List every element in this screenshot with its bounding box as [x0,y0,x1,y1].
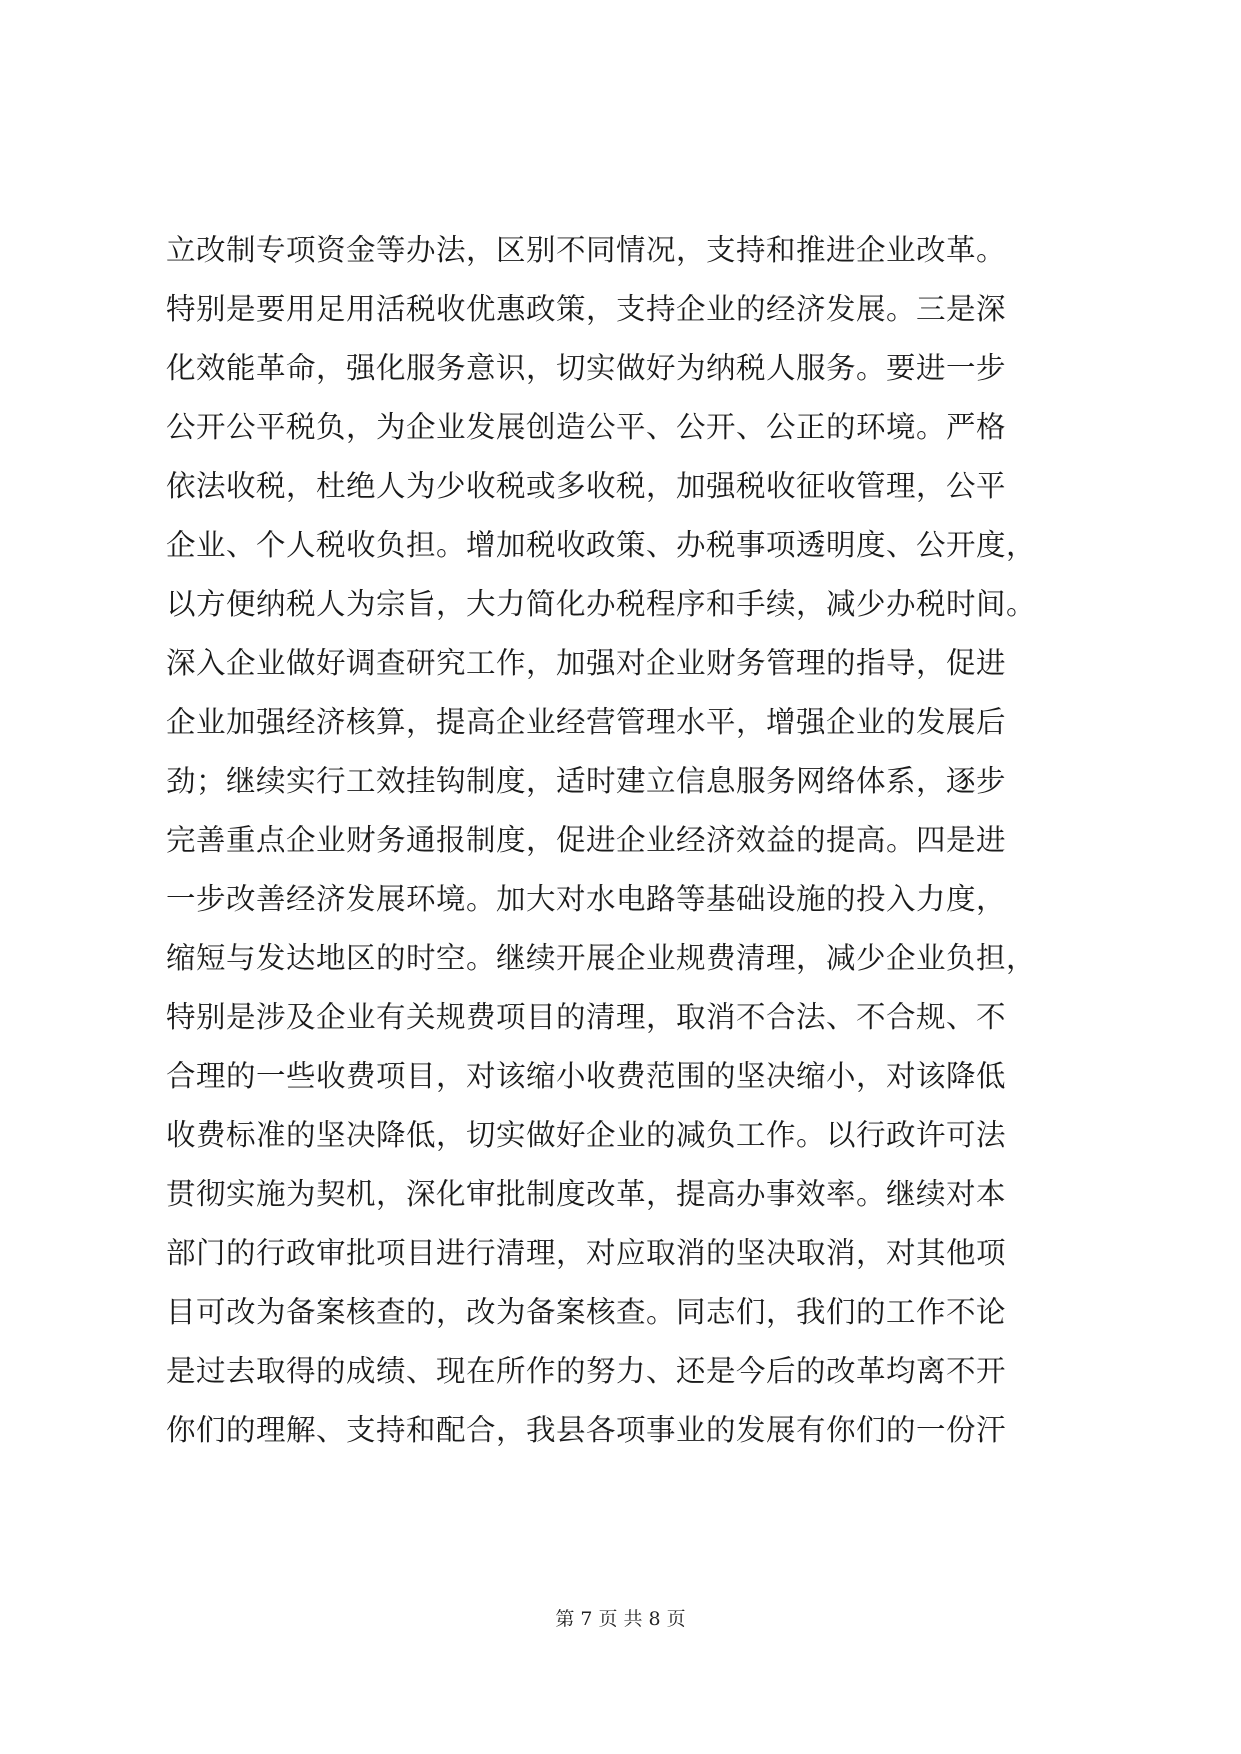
text-line: 你们的理解、支持和配合，我县各项事业的发展有你们的一份汗 [166,1413,1007,1447]
text-line: 深入企业做好调查研究工作，加强对企业财务管理的指导，促进 [166,646,1007,680]
text-line: 合理的一些收费项目，对该缩小收费范围的坚决缩小，对该降低 [166,1059,1007,1093]
text-line: 劲；继续实行工效挂钩制度，适时建立信息服务网络体系，逐步 [166,764,1007,798]
text-line: 是过去取得的成绩、现在所作的努力、还是今后的改革均离不开 [166,1354,1007,1388]
text-line: 完善重点企业财务通报制度，促进企业经济效益的提高。四是进 [166,823,1007,857]
text-line: 企业加强经济核算，提高企业经营管理水平，增强企业的发展后 [166,705,1007,739]
text-line: 部门的行政审批项目进行清理，对应取消的坚决取消，对其他项 [166,1236,1007,1270]
text-line: 收费标准的坚决降低，切实做好企业的减负工作。以行政许可法 [166,1118,1007,1152]
text-line: 以方便纳税人为宗旨，大力简化办税程序和手续，减少办税时间。 [166,587,1037,621]
text-line: 缩短与发达地区的时空。继续开展企业规费清理，减少企业负担， [166,941,1037,975]
text-line: 立改制专项资金等办法，区别不同情况，支持和推进企业改革。 [166,233,1007,267]
text-line: 贯彻实施为契机，深化审批制度改革，提高办事效率。继续对本 [166,1177,1007,1211]
text-line: 特别是涉及企业有关规费项目的清理，取消不合法、不合规、不 [166,1000,1007,1034]
text-line: 公开公平税负，为企业发展创造公平、公开、公正的环境。严格 [166,410,1007,444]
text-line: 特别是要用足用活税收优惠政策，支持企业的经济发展。三是深 [166,292,1007,326]
text-line: 化效能革命，强化服务意识，切实做好为纳税人服务。要进一步 [166,351,1007,385]
text-line: 一步改善经济发展环境。加大对水电路等基础设施的投入力度， [166,882,1007,916]
text-line: 依法收税，杜绝人为少收税或多收税，加强税收征收管理，公平 [166,469,1007,503]
text-line: 目可改为备案核查的，改为备案核查。同志们，我们的工作不论 [166,1295,1007,1329]
text-line: 企业、个人税收负担。增加税收政策、办税事项透明度、公开度， [166,528,1037,562]
page-number-footer: 第 7 页 共 8 页 [555,1608,686,1630]
